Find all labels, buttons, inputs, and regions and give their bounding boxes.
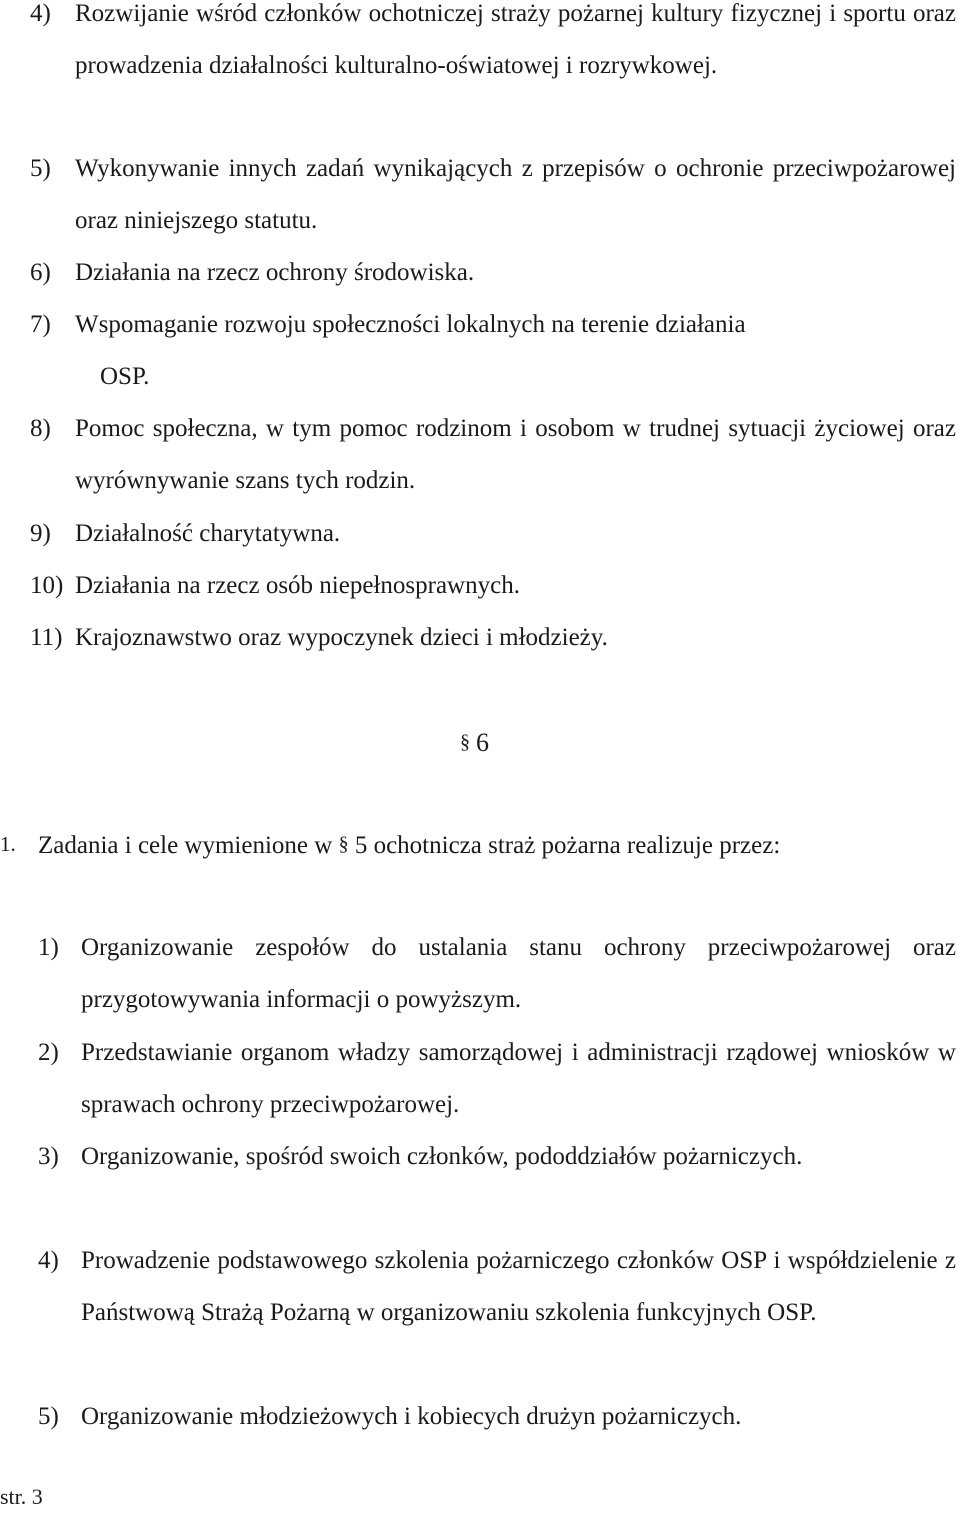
list-item (38, 1131, 956, 1183)
page-number: str. 3 (0, 1484, 43, 1509)
list-item (38, 1391, 956, 1443)
list-text: Działania na rzecz osób niepełnosprawnych. (75, 572, 520, 599)
list-item (30, 247, 956, 299)
list-number: 4) (30, 0, 51, 27)
paragraph (0, 818, 956, 872)
list-text: Prowadzenie podstawowego szkolenia pożarniczego członków OSP i współdzielenie z Państwową Strażą Pożarną w organizowaniu szkolenia funkcyjnych OSP. (81, 1247, 956, 1326)
list-number: 2) (38, 1039, 59, 1066)
list-text: Wykonywanie innych zadań wynikających z przepisów o ochronie przeciwpożarowej oraz niniejszego statutu. (75, 155, 956, 234)
list-item (30, 612, 956, 664)
list-item (30, 508, 956, 560)
list-text: Organizowanie młodzieżowych i kobiecych drużyn pożarniczych. (81, 1403, 742, 1430)
list-item (30, 0, 956, 92)
list-item (38, 922, 956, 1026)
list-item (30, 560, 956, 612)
list-text: Wspomaganie rozwoju społeczności lokalnych na terenie działania (75, 311, 746, 338)
list-number: 5) (38, 1403, 59, 1430)
list-number: 6) (30, 259, 51, 286)
list-number: 3) (38, 1143, 59, 1170)
list-number: 9) (30, 520, 51, 547)
list-number: 7) (30, 311, 51, 338)
list-text: Organizowanie, spośród swoich członków, pododdziałów pożarniczych. (81, 1143, 803, 1170)
list-text: Pomoc społeczna, w tym pomoc rodzinom i osobom w trudnej sytuacji życiowej oraz wyrównywanie szans tych rodzin. (75, 415, 956, 494)
section-symbol: § (460, 731, 470, 753)
list-text: Krajoznawstwo oraz wypoczynek dzieci i młodzieży. (75, 624, 608, 651)
list-number: 4) (38, 1247, 59, 1274)
section-heading (460, 716, 489, 769)
list-item (38, 1235, 956, 1339)
list-item (30, 403, 956, 507)
section-number: 6 (476, 728, 489, 757)
list-text: Organizowanie zespołów do ustalania stanu ochrony przeciwpożarowej oraz przygotowywania informacji o powyższym. (81, 934, 956, 1013)
list-number: 11) (30, 624, 63, 651)
paragraph-text (0, 818, 956, 872)
list-text-continuation: OSP. (100, 363, 150, 390)
list-number: 10) (30, 572, 64, 599)
list-item (30, 299, 956, 403)
list-number: 5) (30, 155, 51, 182)
paragraph-section-symbol: § (338, 833, 349, 855)
list-item (30, 143, 956, 247)
list-text: Działania na rzecz ochrony środowiska. (75, 259, 475, 286)
list-item (38, 1027, 956, 1131)
list-text: Przedstawianie organom władzy samorządowej i administracji rządowej wniosków w sprawach ochrony przeciwpożarowej. (81, 1039, 956, 1118)
paragraph-text-before: Zadania i cele wymienione w (38, 832, 333, 859)
list-number: 8) (30, 415, 51, 442)
list-number: 1) (38, 934, 59, 961)
list-text: Rozwijanie wśród członków ochotniczej straży pożarnej kultury fizycznej i sportu oraz prowadzenia działalności kulturalno-oświatowej i rozrywkowej. (75, 0, 956, 79)
paragraph-text-after: 5 ochotnicza straż pożarna realizuje przez: (354, 832, 781, 859)
list-text: Działalność charytatywna. (75, 520, 341, 547)
paragraph-number: 1. (0, 832, 16, 856)
